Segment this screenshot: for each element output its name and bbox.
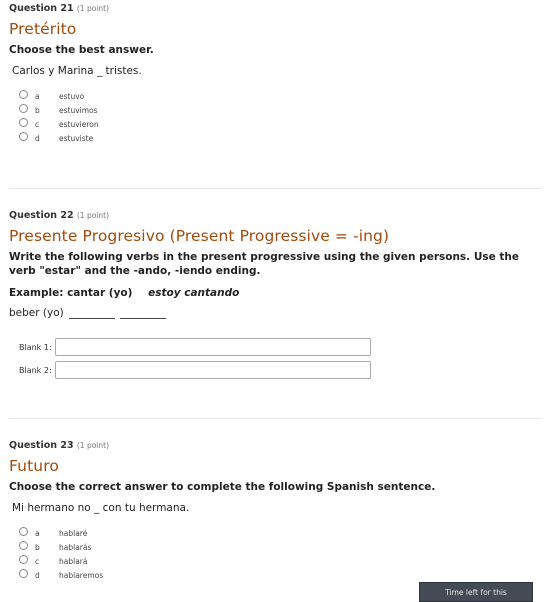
radio-button[interactable] (19, 569, 28, 578)
question-prompt: Mi hermano no _ con tu hermana. (12, 502, 190, 514)
question-23 (9, 440, 542, 582)
question-header (9, 440, 542, 451)
question-header (9, 210, 542, 221)
choice-c[interactable] (19, 117, 542, 131)
answer-choices (9, 89, 542, 145)
time-left-panel[interactable] (419, 582, 533, 602)
answer-underline-2 (120, 308, 166, 319)
question-number: Question 23 (9, 440, 74, 451)
choice-c[interactable] (19, 554, 542, 568)
choice-letter: c (35, 119, 40, 129)
choice-letter: b (35, 105, 40, 115)
blank-2-input[interactable] (55, 361, 371, 379)
question-number: Question 22 (9, 210, 74, 221)
choice-text: estuvo (59, 91, 85, 101)
blank-label: Blank 2: (19, 365, 52, 375)
question-divider (9, 418, 542, 419)
radio-button[interactable] (19, 527, 28, 536)
question-header (9, 3, 542, 14)
blank-row-1 (9, 338, 542, 356)
radio-button[interactable] (19, 104, 28, 113)
question-instruction: Choose the best answer. (9, 44, 154, 56)
choice-text: hablaremos (59, 570, 104, 580)
choice-a[interactable] (19, 89, 542, 103)
question-21 (9, 3, 542, 145)
choice-a[interactable] (19, 526, 542, 540)
choice-letter: c (35, 556, 40, 566)
choice-text: estuvimos (59, 105, 98, 115)
radio-button[interactable] (19, 90, 28, 99)
question-title: Presente Progresivo (Present Progressive = -ing) (9, 227, 390, 245)
choice-b[interactable] (19, 103, 542, 117)
choice-letter: a (35, 91, 40, 101)
example-line (9, 287, 542, 299)
answer-underline-1 (69, 308, 115, 319)
question-prompt: Carlos y Marina _ tristes. (12, 65, 142, 77)
blank-1-input[interactable] (55, 338, 371, 356)
choice-text: estuvieron (59, 119, 99, 129)
choice-text: hablarás (59, 542, 92, 552)
question-points: (1 point) (76, 211, 110, 220)
question-number: Question 21 (9, 3, 74, 14)
choice-letter: d (35, 133, 40, 143)
radio-button[interactable] (19, 132, 28, 141)
verb-prompt: beber (yo) (9, 307, 64, 319)
timer-label: Time left for this (445, 588, 507, 597)
question-divider (9, 188, 542, 189)
blank-row-2 (9, 361, 542, 379)
choice-letter: b (35, 542, 40, 552)
blank-label: Blank 1: (19, 342, 52, 352)
example-answer: estoy cantando (148, 287, 240, 299)
question-points: (1 point) (76, 4, 110, 13)
question-title: Pretérito (9, 20, 77, 38)
question-title: Futuro (9, 457, 59, 475)
choice-text: hablaré (59, 528, 88, 538)
question-points: (1 point) (76, 441, 110, 450)
question-instruction: Write the following verbs in the present progressive using the given persons. Use the verb "estar" and the -ando, -iendo ending. (9, 251, 519, 277)
radio-button[interactable] (19, 555, 28, 564)
radio-button[interactable] (19, 118, 28, 127)
radio-button[interactable] (19, 541, 28, 550)
choice-letter: d (35, 570, 40, 580)
choice-d[interactable] (19, 131, 542, 145)
example-prefix: Example: cantar (yo) (9, 287, 133, 299)
choice-d[interactable] (19, 568, 542, 582)
question-22 (9, 210, 542, 379)
question-instruction: Choose the correct answer to complete the following Spanish sentence. (9, 481, 436, 493)
choice-letter: a (35, 528, 40, 538)
choice-text: estuviste (59, 133, 94, 143)
answer-choices (9, 526, 542, 582)
verb-prompt-line (9, 307, 542, 319)
choice-text: hablará (59, 556, 88, 566)
choice-b[interactable] (19, 540, 542, 554)
